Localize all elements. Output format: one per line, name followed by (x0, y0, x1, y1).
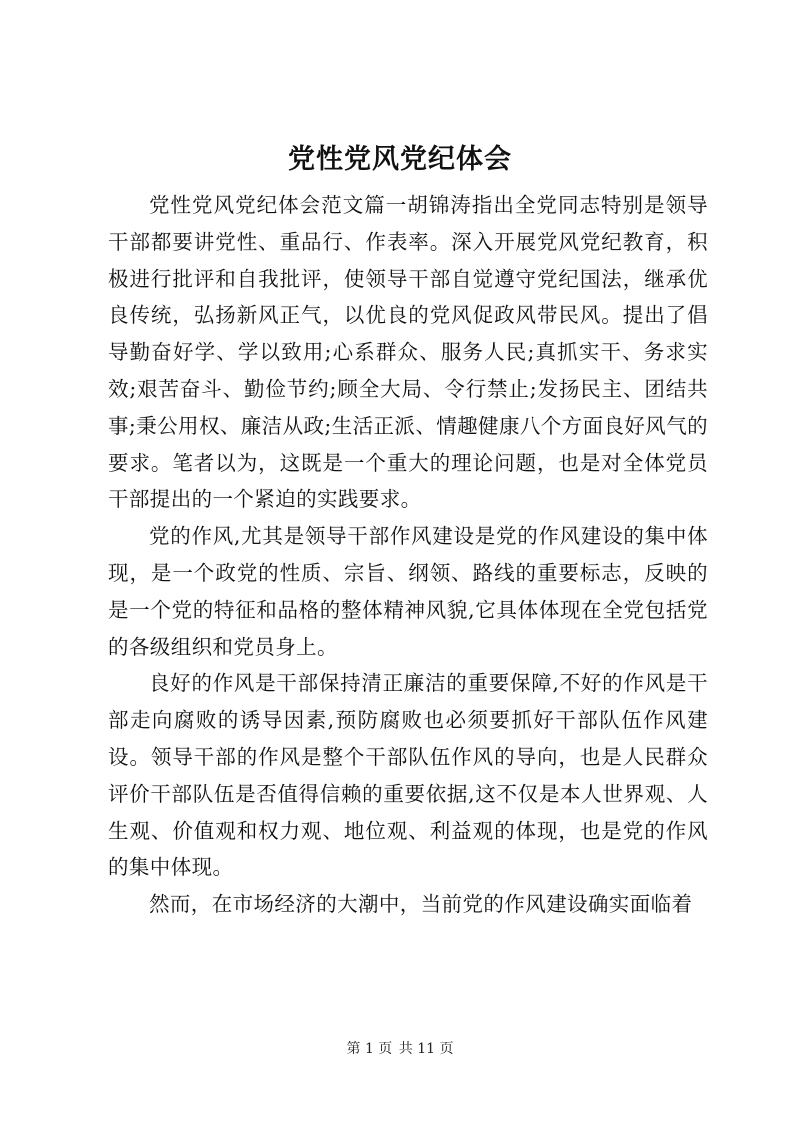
page-total: 共 11 页 (398, 1041, 454, 1057)
paragraph-2: 党的作风,尤其是领导干部作风建设是党的作风建设的集中体现，是一个政党的性质、宗旨、纲领、路线的重要标志，反映的是一个党的特征和品格的整体精神风貌,它具体体现在全党包括党的各级组织和党员身上。 (108, 524, 708, 659)
paragraph-3: 良好的作风是干部保持清正廉洁的重要保障,不好的作风是干部走向腐败的诱导因素,预防腐败也必须要抓好干部队伍作风建设。领导干部的作风是整个干部队伍作风的导向，也是人民群众评价干部队伍是否值得信赖的重要依据,这不仅是本人世界观、人生观、价值观和权力观、地位观、利益观的体现，也是党的作风的集中体现。 (108, 671, 708, 880)
page-footer (0, 1039, 800, 1059)
document-body (108, 187, 708, 923)
paragraph-4: 然而，在市场经济的大潮中，当前党的作风建设确实面临着 (149, 892, 693, 917)
paragraph-1: 党性党风党纪体会范文篇一胡锦涛指出全党同志特别是领导干部都要讲党性、重品行、作表率。深入开展党风党纪教育，积极进行批评和自我批评，使领导干部自觉遵守党纪国法，继承优良传统，弘扬新风正气，以优良的党风促政风带民风。提出了倡导勤奋好学、学以致用;心系群众、服务人民;真抓实干、务求实效;艰苦奋斗、勤俭节约;顾全大局、令行禁止;发扬民主、团结共事;秉公用权、廉洁从政;生活正派、情趣健康八个方面良好风气的要求。笔者以为，这既是一个重大的理论问题，也是对全体党员干部提出的一个紧迫的实践要求。 (108, 193, 708, 512)
document-title: 党性党风党纪体会 (288, 144, 512, 175)
page-number: 第 1 页 (346, 1041, 393, 1057)
